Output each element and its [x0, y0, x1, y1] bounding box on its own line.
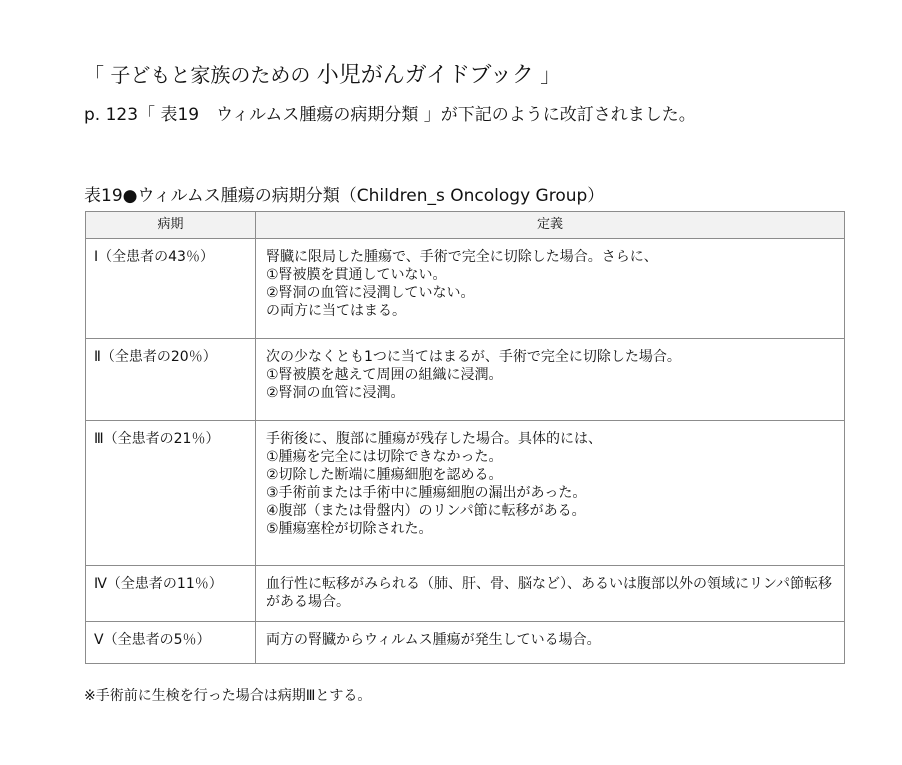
- definition-line: 両方の腎臓からウィルムス腫瘍が発生している場合。: [266, 632, 601, 648]
- definition-line: ①腎被膜を越えて周囲の組織に浸潤。: [266, 367, 503, 383]
- definition-line: ③手術前または手術中に腫瘍細胞の漏出があった。: [266, 485, 587, 501]
- table-row-stage-5: [86, 622, 845, 664]
- stage-definition: [256, 421, 845, 566]
- stage-definition: [256, 239, 845, 339]
- table-caption: 表19●ウィルムス腫瘍の病期分類（Children_s Oncology Group）: [84, 186, 605, 206]
- document-heading: [84, 62, 560, 89]
- table-header-row: [86, 212, 845, 239]
- header-definition: 定義: [256, 212, 845, 239]
- stage-label: Ⅲ（全患者の21％）: [86, 421, 256, 566]
- stage-definition: [256, 622, 845, 664]
- book-title: 小児がんガイドブック: [316, 63, 534, 88]
- definition-line: 手術後に、腹部に腫瘍が残存した場合。具体的には、: [266, 431, 602, 447]
- footnote: ※手術前に生検を行った場合は病期Ⅲとする。: [84, 688, 372, 704]
- definition-line: ②腎洞の血管に浸潤。: [266, 385, 405, 401]
- definition-line: ④腹部（または骨盤内）のリンパ節に転移がある。: [266, 503, 586, 519]
- definition-line: ②切除した断端に腫瘍細胞を認める。: [266, 467, 503, 483]
- heading-prefix: 「 子どもと家族のための: [84, 63, 317, 87]
- stage-label: Ⅴ（全患者の5％）: [86, 622, 256, 664]
- definition-line: ⑤腫瘍塞栓が切除された。: [266, 521, 433, 537]
- table-row-stage-3: [86, 421, 845, 566]
- heading-suffix: 」: [533, 63, 561, 87]
- stage-definition: [256, 566, 845, 622]
- definition-line: ①腫瘍を完全には切除できなかった。: [266, 449, 503, 465]
- definition-line: 血行性に転移がみられる（肺、肝、骨、脳など）、あるいは腹部以外の領域にリンパ節転移がある場合。: [266, 576, 833, 610]
- table-row-stage-2: [86, 339, 845, 421]
- definition-line: 次の少なくとも1つに当てはまるが、手術で完全に切除した場合。: [266, 349, 681, 365]
- stage-definition: [256, 339, 845, 421]
- stage-label: Ⅳ（全患者の11％）: [86, 566, 256, 622]
- table-row-stage-4: [86, 566, 845, 622]
- stage-label: Ⅰ（全患者の43％）: [86, 239, 256, 339]
- definition-line: ①腎被膜を貫通していない。: [266, 267, 447, 283]
- definition-line: の両方に当てはまる。: [266, 303, 406, 319]
- revision-notice: p. 123「 表19 ウィルムス腫瘍の病期分類 」が下記のように改訂されました。: [84, 105, 696, 125]
- staging-table: [85, 211, 845, 664]
- definition-line: 腎臓に限局した腫瘍で、手術で完全に切除した場合。さらに、: [266, 249, 658, 265]
- definition-line: ②腎洞の血管に浸潤していない。: [266, 285, 475, 301]
- stage-label: Ⅱ（全患者の20％）: [86, 339, 256, 421]
- table-row-stage-1: [86, 239, 845, 339]
- header-stage: 病期: [86, 212, 256, 239]
